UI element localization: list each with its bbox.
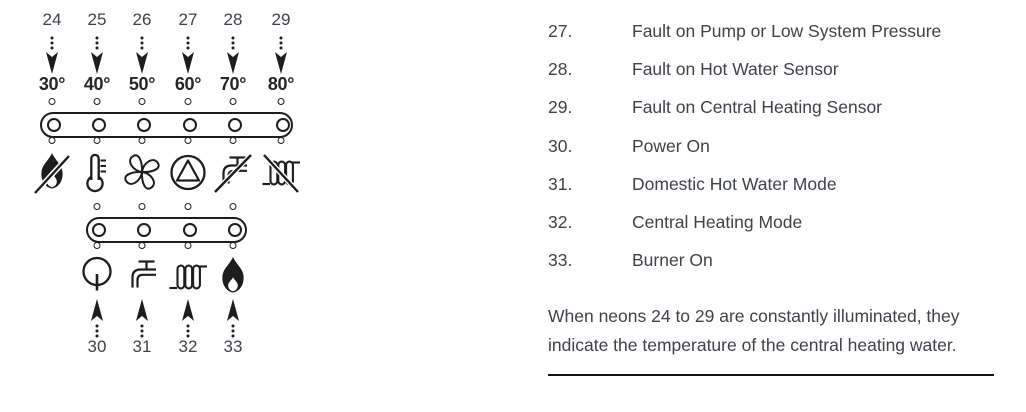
temperature-label: 50° — [128, 74, 156, 94]
legend-item-label: Fault on Pump or Low System Pressure — [632, 20, 942, 41]
temperature-label: 40° — [83, 74, 111, 94]
down-arrow-icon — [45, 35, 59, 75]
legend-item — [548, 12, 941, 50]
indicator-dot — [49, 137, 56, 144]
neon-number-label: 29 — [271, 10, 291, 29]
neon-led — [228, 223, 242, 237]
indicator-dot — [230, 203, 237, 210]
legend-item-number: 32. — [548, 212, 573, 233]
neon-number-label: 24 — [42, 10, 62, 29]
neon-legend-list — [548, 12, 941, 280]
down-arrow-icon — [181, 35, 195, 75]
temperature-label: 30° — [38, 74, 66, 94]
horizontal-divider — [548, 374, 994, 376]
up-arrow-icon — [181, 298, 195, 338]
flame-crossed-icon — [32, 150, 72, 196]
legend-item-number: 27. — [548, 20, 573, 41]
legend-item — [548, 50, 941, 88]
legend-item — [548, 242, 941, 280]
indicator-dot — [185, 203, 192, 210]
indicator-dot — [230, 242, 237, 249]
neon-led — [183, 223, 197, 237]
legend-item-number: 30. — [548, 135, 573, 156]
neon-number-label: 33 — [223, 337, 243, 356]
down-arrow-icon — [274, 35, 288, 75]
neon-note-text: When neons 24 to 29 are constantly illuminated, they indicate the temperature of the central heating water. — [548, 306, 960, 355]
neon-number-label: 26 — [132, 10, 152, 29]
neon-led — [276, 118, 290, 132]
indicator-dot — [185, 98, 192, 105]
neon-number-label: 31 — [132, 337, 152, 356]
neon-led — [47, 118, 61, 132]
legend-item-number: 33. — [548, 250, 573, 271]
flame-icon — [213, 254, 253, 300]
tap-icon — [122, 254, 162, 300]
up-arrow-icon — [135, 298, 149, 338]
legend-item-label: Fault on Hot Water Sensor — [632, 58, 839, 79]
neon-strip — [86, 217, 247, 243]
radiator-icon — [168, 254, 208, 300]
indicator-dot — [139, 137, 146, 144]
indicator-dot — [94, 242, 101, 249]
indicator-dot — [185, 242, 192, 249]
up-arrow-icon — [90, 298, 104, 338]
neon-number-label: 30 — [87, 337, 107, 356]
pump-icon — [168, 150, 208, 196]
indicator-dot — [49, 98, 56, 105]
legend-item-number: 29. — [548, 97, 573, 118]
indicator-dot — [278, 98, 285, 105]
neon-led — [137, 223, 151, 237]
legend-item-label: Central Heating Mode — [632, 212, 803, 233]
neon-led — [137, 118, 151, 132]
temperature-label: 60° — [174, 74, 202, 94]
legend-item-number: 28. — [548, 58, 573, 79]
legend-item-label: Burner On — [632, 250, 713, 271]
down-arrow-icon — [226, 35, 240, 75]
neon-number-label: 32 — [178, 337, 198, 356]
neon-number-label: 25 — [87, 10, 107, 29]
temperature-label: 80° — [267, 74, 295, 94]
fan-icon — [122, 150, 162, 196]
neon-led — [183, 118, 197, 132]
indicator-dot — [139, 242, 146, 249]
indicator-dot — [230, 137, 237, 144]
indicator-dot — [94, 137, 101, 144]
indicator-dot — [139, 203, 146, 210]
legend-item-label: Domestic Hot Water Mode — [632, 173, 837, 194]
legend-item — [548, 127, 941, 165]
indicator-dot — [278, 137, 285, 144]
indicator-dot — [139, 98, 146, 105]
neon-led — [228, 118, 242, 132]
neon-number-label: 28 — [223, 10, 243, 29]
tap-crossed-icon — [213, 150, 253, 196]
legend-item-label: Fault on Central Heating Sensor — [632, 97, 882, 118]
neon-number-label: 27 — [178, 10, 198, 29]
neon-led — [92, 223, 106, 237]
neon-led — [92, 118, 106, 132]
temperature-label: 70° — [219, 74, 247, 94]
up-arrow-icon — [226, 298, 240, 338]
legend-item — [548, 89, 941, 127]
power-icon — [77, 254, 117, 300]
neon-strip — [40, 112, 293, 138]
indicator-dot — [94, 98, 101, 105]
down-arrow-icon — [90, 35, 104, 75]
down-arrow-icon — [135, 35, 149, 75]
thermometer-icon — [77, 150, 117, 196]
legend-item — [548, 203, 941, 241]
legend-item-label: Power On — [632, 135, 710, 156]
indicator-dot — [230, 98, 237, 105]
legend-item — [548, 165, 941, 203]
legend-item-number: 31. — [548, 173, 573, 194]
indicator-dot — [94, 203, 101, 210]
indicator-dot — [185, 137, 192, 144]
radiator-crossed-icon — [261, 150, 301, 196]
